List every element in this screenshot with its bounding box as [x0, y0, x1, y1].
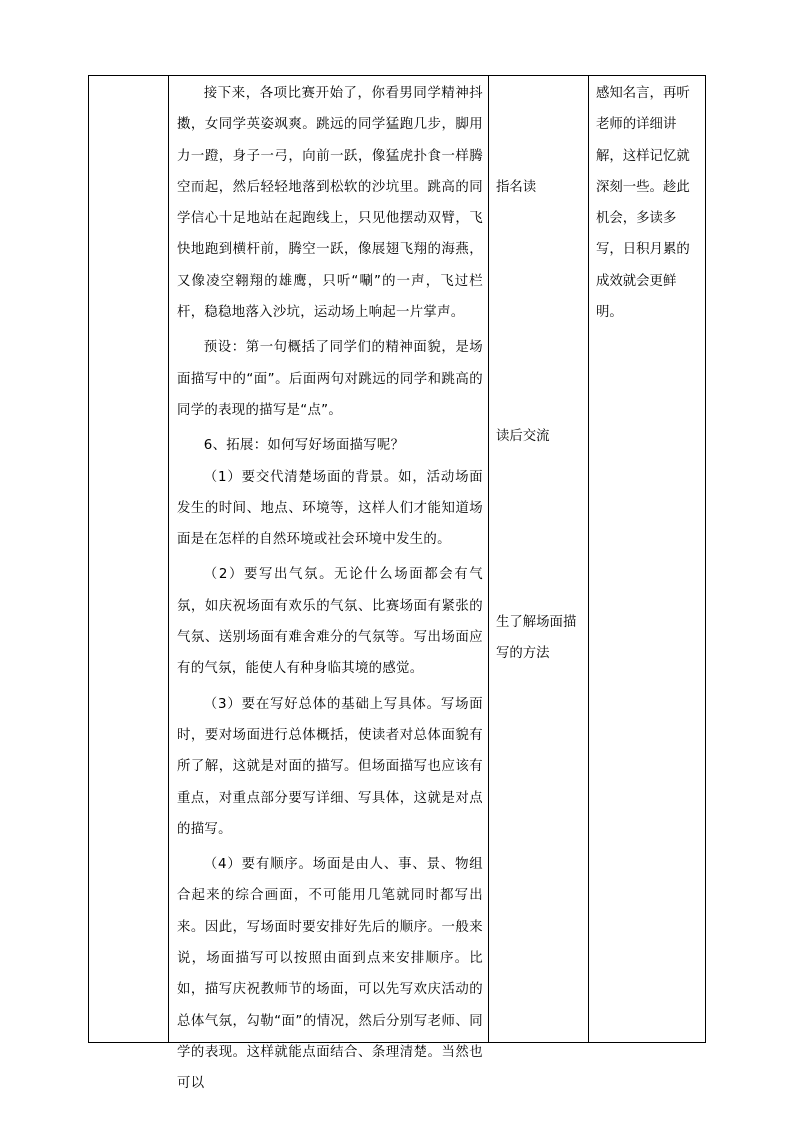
paragraph-tip-4: （4）要有顺序。场面是由人、事、景、物组合起来的综合画面，不可能用几笔就同时都写出来。因此，写场面时要安排好先后的顺序。一般来说，场面描写可以按照由面到点来安排顺序。比如，描写庆祝教师节的场面，可以先写欢庆活动的总体气氛，勾勒“面”的情况，然后分别写老师、同学的表现。这样就能点面结合、条理清楚。当然也可以	[177, 857, 483, 1092]
paragraph-tip-1: （1）要交代清楚场面的背景。如，活动场面发生的时间、地点、环境等，这样人们才能知道场面是在怎样的自然环境或社会环境中发生的。	[177, 469, 483, 548]
empty-column	[89, 76, 169, 1042]
activity-discuss: 读后交流	[496, 429, 550, 444]
paragraph-example: 接下来，各项比赛开始了，你看男同学精神抖擞，女同学英姿飒爽。跳远的同学猛跑几步，脚用力一蹬，身子一弓，向前一跃，像猛虎扑食一样腾空而起，然后轻轻地落到松软的沙坑里。跳高的同学信心十足地站在起跑线上，只见他摆动双臂，飞快地跑到横杆前，腾空一跃，像展翅飞翔的海燕，又像凌空翱翔的雄鹰，只听“唰”的一声，飞过栏杆，稳稳地落入沙坑，运动场上响起一片掌声。	[177, 86, 483, 321]
paragraph-tip-2: （2）要写出气氛。无论什么场面都会有气氛，如庆祝场面有欢乐的气氛、比赛场面有紧张的气氛、送别场面有难舍难分的气氛等。写出场面应有的气氛，能使人有种身临其境的感觉。	[177, 567, 483, 677]
paragraph-tip-3: （3）要在写好总体的基础上写具体。写场面时，要对场面进行总体概括，使读者对总体面貌有所了解，这就是对面的描写。但场面描写也应该有重点，对重点部分要写详细、写具体，这就是对点的描写。	[177, 696, 483, 837]
activity-learn-methods: 生了解场面描写的方法	[496, 615, 577, 662]
lesson-table	[88, 75, 706, 1092]
design-intent-column	[589, 76, 707, 1042]
paragraph-extension-title: 6、拓展：如何写好场面描写呢？	[203, 438, 405, 454]
teaching-process-column	[169, 76, 489, 1092]
paragraph-preset: 预设：第一句概括了同学们的精神面貌，是场面描写中的“面”。后面两句对跳远的同学和跳高的同学的表现的描写是“点”。	[177, 340, 483, 418]
design-intent-text: 感知名言，再听老师的详细讲解，这样记忆就深刻一些。趁此机会，多读多写，日积月累的成效就会更鲜明。	[596, 86, 690, 321]
student-activity-column	[489, 76, 589, 1042]
activity-read-aloud: 指名读	[496, 180, 537, 195]
